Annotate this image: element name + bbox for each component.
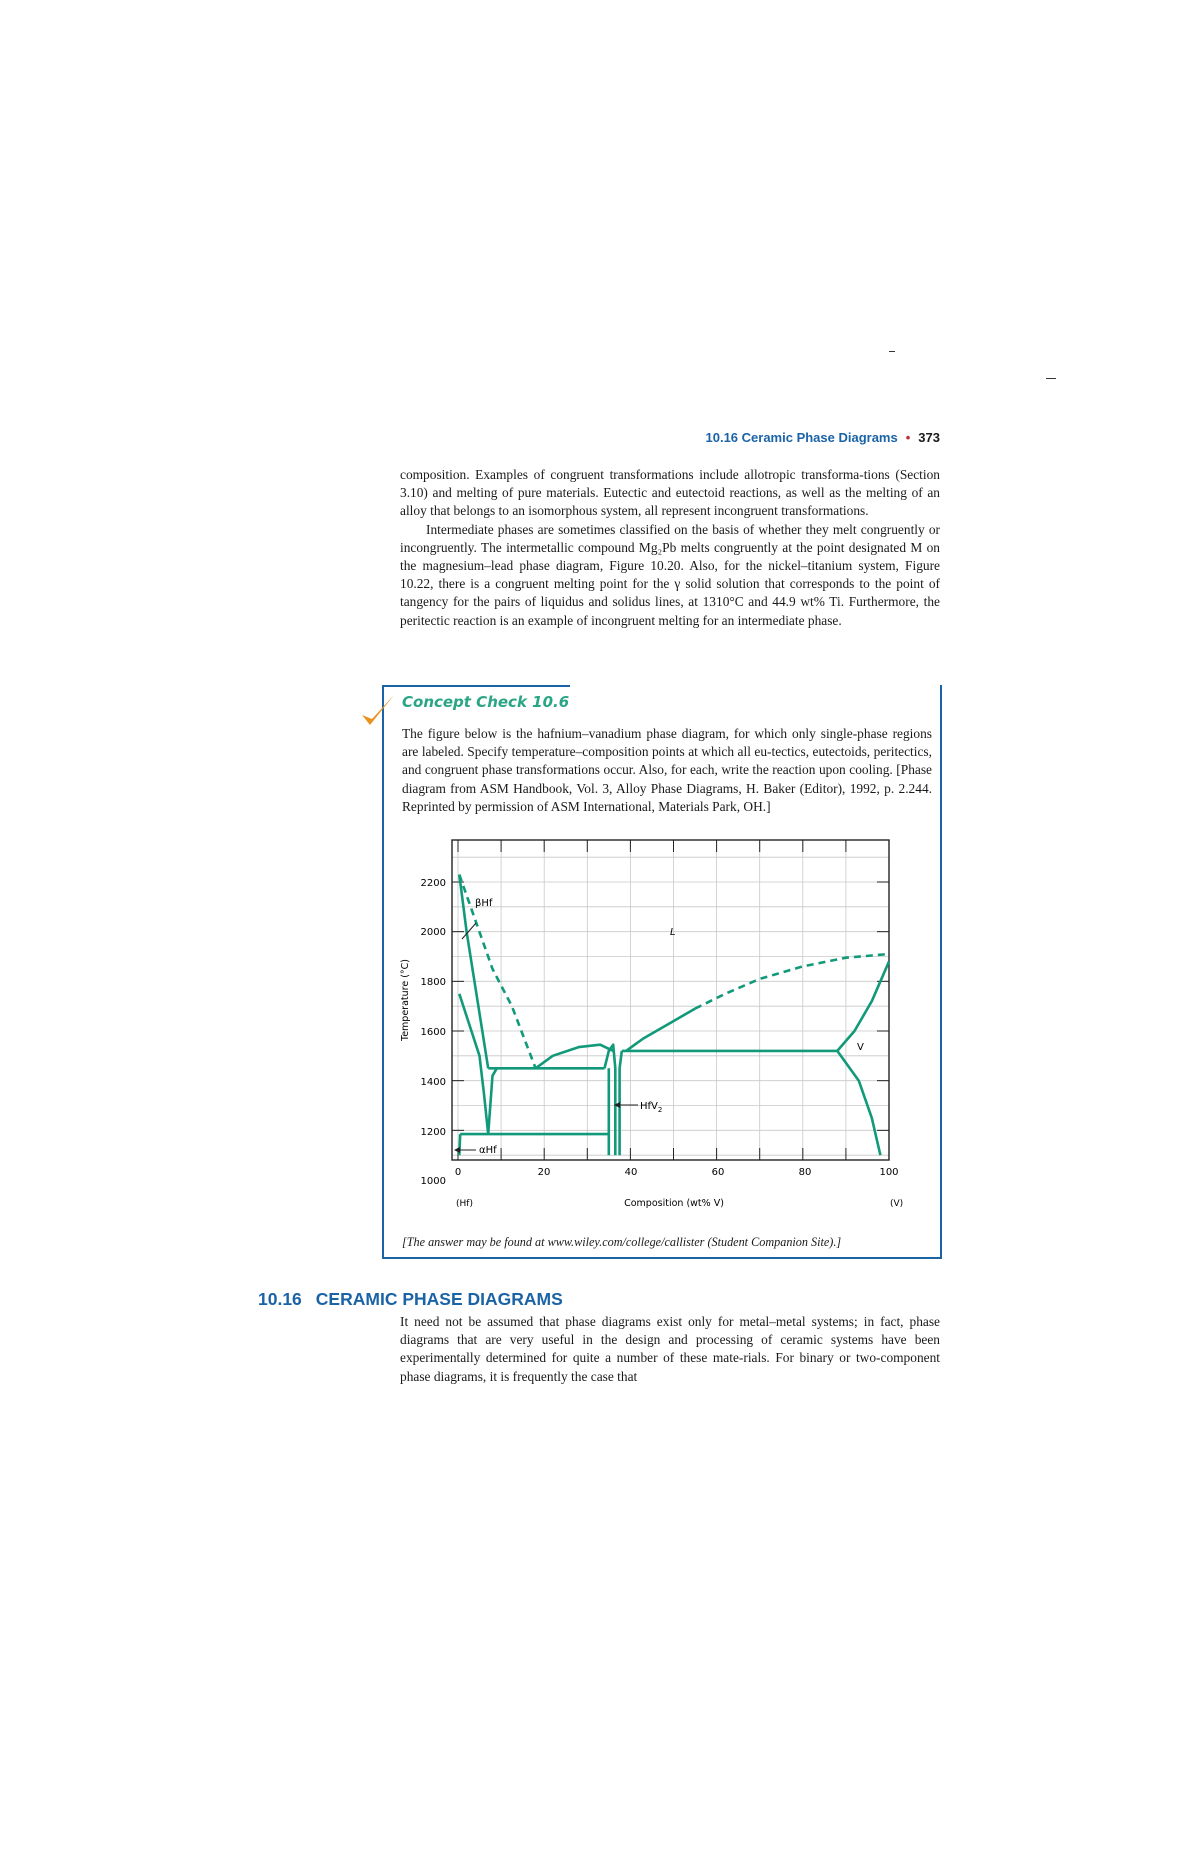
concept-check-title: Concept Check 10.6: [402, 693, 570, 711]
crop-mark: [1046, 378, 1056, 379]
x-tick-label: 60: [711, 1167, 725, 1178]
arrow-icon: [454, 1147, 460, 1153]
y-tick-label: 1800: [420, 977, 446, 988]
y-tick-label: 2000: [420, 927, 446, 938]
region-label-liquid: L: [670, 927, 676, 938]
concept-check-text: The figure below is the hafnium–vanadium phase diagram, for which only single-phase regions are labeled. Specify temperature–composition points at which all eu-tectics, eutectoids, peritectics, and congruent phase transformations occur. Also, for each, write the reaction upon cooling. [Phase diagram from ASM Handbook, Vol. 3, Alloy Phase Diagrams, H. Baker (Editor), 1992, p. 2.244. Reprinted by permission of ASM International, Materials Park, OH.]: [402, 726, 932, 814]
region-label-vanadium: V: [857, 1042, 864, 1053]
crop-mark: [889, 351, 895, 352]
y-axis-title: Temperature (°C): [400, 959, 411, 1041]
x-end-label-hf: (Hf): [456, 1199, 473, 1209]
y-tick-label: 2200: [420, 878, 446, 889]
section-body: [400, 1313, 940, 1386]
plot-frame: [452, 840, 889, 1160]
bullet-icon: •: [905, 430, 911, 445]
phase-boundary: [459, 994, 488, 1134]
paragraph: Intermediate phases are sometimes classified on the basis of whether they melt congruently or incongruently. The intermetallic compound Mg₂Pb melts congruently at the point designated M on the magnesium–lead phase diagram, Figure 10.20. Also, for the nickel–titanium system, Figure 10.22, there is a congruent melting point for the γ solid solution that corresponds to the point of tangency for the pairs of liquidus and solidus lines, at 1310°C and 44.9 wt% Ti. Furthermore, the peritectic reaction is an example of incongruent melting for an intermediate phase.: [400, 521, 940, 628]
x-tick-label: 80: [798, 1167, 812, 1178]
phase-boundary-dashed: [459, 875, 535, 1069]
y-tick-label: 1200: [420, 1127, 446, 1138]
phase-boundaries: [459, 875, 889, 1156]
beta-hf-pointer: [462, 923, 476, 939]
x-tick-label: 100: [879, 1167, 899, 1178]
y-tick-label: 1400: [420, 1077, 446, 1088]
phase-boundary: [837, 1051, 880, 1155]
phase-boundary: [536, 1045, 614, 1069]
y-tick-label: 1600: [420, 1027, 446, 1038]
x-tick-label: 0: [454, 1167, 462, 1178]
section-number: 10.16: [258, 1289, 302, 1309]
phase-boundary: [488, 1068, 497, 1134]
tick-marks: [452, 840, 889, 1160]
phase-boundary: [626, 1009, 695, 1051]
phase-diagram: [384, 685, 940, 1225]
x-axis-title: Composition (wt% V): [624, 1198, 724, 1209]
answer-note: [The answer may be found at www.wiley.com/college/callister (Student Companion Site).]: [402, 1235, 842, 1249]
concept-check-box: [382, 685, 942, 1259]
intro-text: [400, 466, 940, 630]
x-end-label-v: (V): [890, 1199, 904, 1209]
section-title: CERAMIC PHASE DIAGRAMS: [315, 1289, 563, 1309]
region-label-hfv2: HfV$_2$: [640, 1101, 663, 1114]
running-head: [600, 430, 940, 445]
region-label-alpha-hf: αHf: [479, 1145, 497, 1156]
y-tick-label: 1000: [420, 1176, 446, 1187]
x-tick-label: 20: [537, 1167, 551, 1178]
region-label-beta-hf: βHf: [475, 898, 493, 909]
paragraph: composition. Examples of congruent transformations include allotropic transforma-tions (Section 3.10) and melting of pure materials. Eutectic and eutectoid reactions, as well as the melting of an alloy that belongs to an isomorphous system, all represent incongruent transformations.: [400, 467, 940, 519]
running-head-section: 10.16 Ceramic Phase Diagrams: [705, 430, 898, 445]
section-heading: [258, 1289, 563, 1310]
page-number: 373: [918, 430, 940, 445]
paragraph: It need not be assumed that phase diagrams exist only for metal–metal systems; in fact, phase diagrams that are very useful in the design and processing of ceramic systems have been experimentally determined for quite a number of these mate-rials. For binary or two-component phase diagrams, it is frequently the case that: [400, 1314, 940, 1384]
chart-grid: [452, 840, 889, 1160]
x-tick-label: 40: [624, 1167, 638, 1178]
